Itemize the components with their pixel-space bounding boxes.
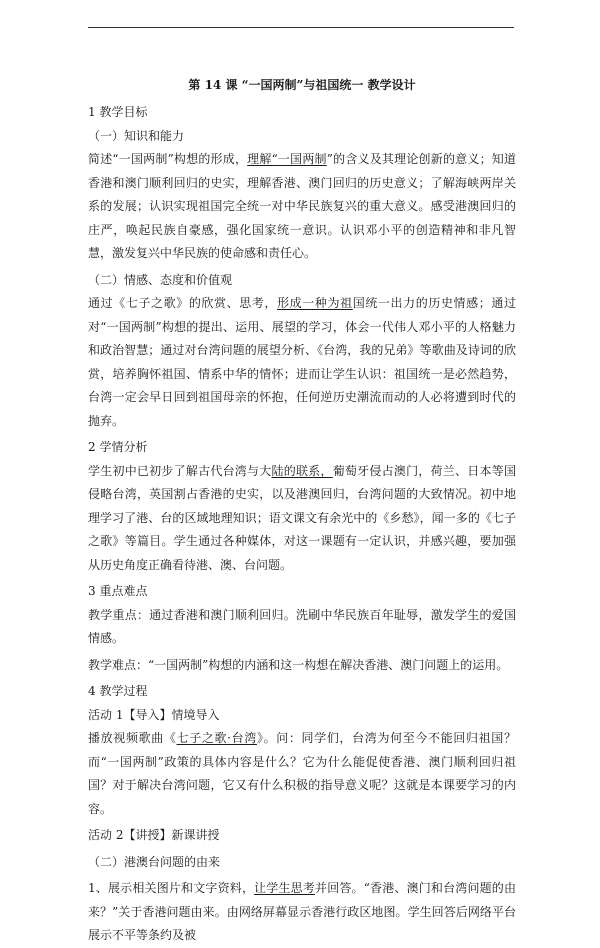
text-run: 并回答。“香港、澳门和台湾问题的由来？”关于香港问题由来。由网络屏幕显示香港行政区地图。学生回答后网络平台展示不平等条约及被 bbox=[88, 881, 516, 942]
text-run: 简述“一国两制”构想的形成， bbox=[88, 152, 248, 166]
section-heading-keypoints: 3 重点难点 bbox=[88, 584, 148, 598]
paragraph-activity-1 bbox=[88, 727, 516, 821]
paragraph-attitude bbox=[88, 292, 516, 433]
activity-1-heading: 活动 1【导入】情境导入 bbox=[88, 707, 220, 722]
document-body bbox=[88, 74, 516, 948]
paragraph-students bbox=[88, 460, 516, 578]
text-run: 通过《七子之歌》的欣赏、思考， bbox=[88, 296, 278, 310]
paragraph-origin bbox=[88, 877, 516, 948]
text-run: 葡萄牙侵占澳门，荷兰、日本等国侵略台湾，英国割占香港的史实，以及港澳回归，台湾问题的大致情况。初中地理学习了港、台的区域地理知识；语文课文有余光中的《乡愁》，闻一多的《七子之歌》等篇目。学生通过各种媒体，对这一课题有一定认识，并感兴趣，要加强从历史角度正确看待港、澳、台问题。 bbox=[88, 463, 516, 572]
text-run: 1、展示相关图片和文字资料， bbox=[88, 881, 255, 895]
document-title: 第 14 课 “一国两制”与祖国统一 教学设计 bbox=[188, 78, 416, 92]
text-run: 播放视频歌曲《 bbox=[88, 731, 177, 745]
text-run: ”的含义及其理论创新的意义；知道香港和澳门顺利回归的史实，理解香港、澳门回归的历史意义；了解海峡两岸关系的发展；认识实现祖国完全统一对中华民族复兴的重大意义。感受港澳回归的庄严，唤起民族自豪感，强化国家统一意识。认识邓小平的创造精神和非凡智慧，激发复兴中华民族的使命感和责任心。 bbox=[88, 152, 517, 260]
paragraph-difficulty: 教学难点：“一国两制”构想的内涵和这一构想在解决香港、澳门问题上的运用。 bbox=[88, 657, 509, 672]
activity-2-heading: 活动 2【讲授】新课讲授 bbox=[88, 828, 220, 842]
subheading-attitude: （二）情感、态度和价值观 bbox=[88, 272, 233, 287]
header-rule bbox=[88, 27, 514, 28]
underlined-text: 理解“一国两制 bbox=[247, 152, 327, 166]
underlined-text: 形成一种为祖 bbox=[277, 296, 353, 310]
underlined-text: 陆的联系， bbox=[271, 463, 333, 478]
section-heading-students: 2 学情分析 bbox=[88, 440, 148, 454]
subheading-origin: （二）港澳台问题的由来 bbox=[88, 854, 221, 869]
section-heading-process: 4 教学过程 bbox=[88, 684, 148, 698]
underlined-text: 让学生思考 bbox=[254, 881, 316, 895]
paragraph-keypoint: 教学重点：通过香港和澳门顺利回归。洗刷中华民族百年耻辱，激发学生的爱国情感。 bbox=[88, 607, 516, 645]
underlined-text: 七子之歌·台湾 bbox=[176, 731, 257, 745]
subheading-knowledge: （一）知识和能力 bbox=[88, 128, 185, 143]
text-run: 国统一出力的历史情感；通过对“一国两制”构想的提出、运用、展望的学习，体会一代伟人邓小平的人格魅力和政治智慧；通过对台湾问题的展望分析、《台湾，我的兄弟》等歌曲及诗词的欣赏，培养胸怀祖国、情系中华的情怀；进而让学生认识：祖国统一是必然趋势，台湾一定会早日回到祖国母亲的怀抱，任何逆历史潮流而动的人必将遭到时代的抛弃。 bbox=[88, 296, 516, 428]
text-run: 学生初中已初步了解古代台湾与大 bbox=[88, 463, 272, 478]
section-heading-objectives: 1 教学目标 bbox=[88, 105, 148, 119]
paragraph-knowledge bbox=[88, 148, 516, 266]
text-run: 》。问：同学们，台湾为何至今不能回归祖国？而“一国两制”政策的具体内容是什么？它为什么能促使香港、澳门顺利回归祖国？对于解决台湾问题，它又有什么积极的指导意义呢？这就是本课要学习的内容。 bbox=[88, 731, 516, 816]
